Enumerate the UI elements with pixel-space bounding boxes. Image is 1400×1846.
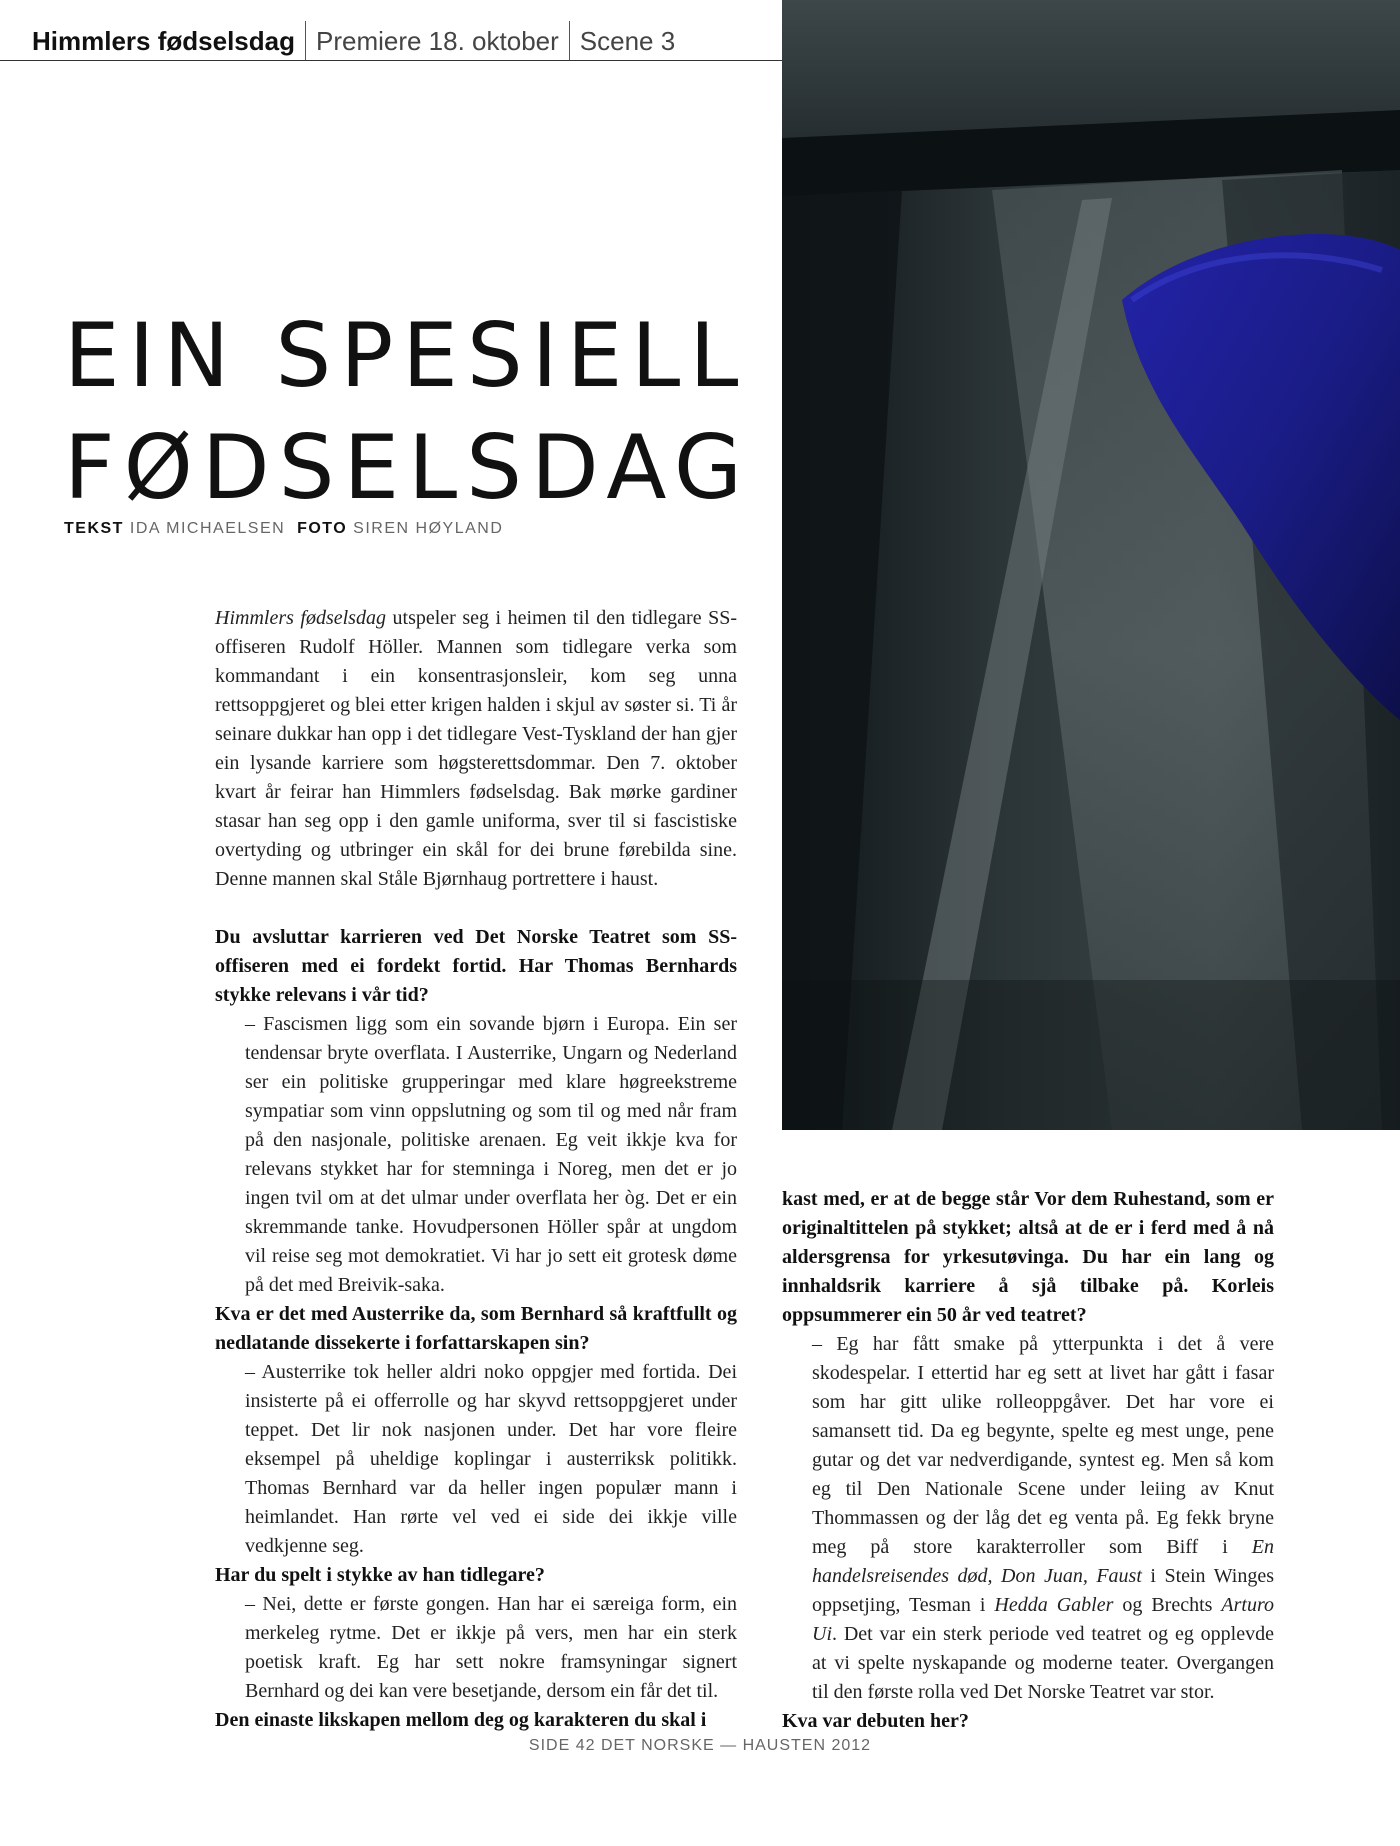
header-stage: Scene 3 — [579, 25, 676, 56]
intro-text: utspeler seg i heimen til den tidlegare SS-offiseren Rudolf Höller. Mannen som tidlegare verka som kommandant i ein konsentrasjonsleir, kom seg unna rettsoppgjeret og blei etter krigen halden i skjul av søster si. Ti år seinare dukkar han opp i det tidlegare Vest-Tyskland der han gjer ein lysande karriere som høgsterettsdommar. Den 7. oktober kvart år feirar han Himmlers fødselsdag. Bak mørke gardiner stasar han seg opp i den gamle uniforma, sver til si fascistiske overtyding og utbringer ein skål for dei brune førebilda sine. Denne mannen skal Ståle Bjørnhaug portrettere i haust. — [215, 607, 738, 890]
answer-4-text: – Eg har fått smake på ytterpunkta i det å vere skodespelar. I ettertid har eg sett at livet har gått i fasar som har gitt ulike rolleoppgåver. Det har vore ei samansett tid. Da eg begynte, spelte eg mest unge, pene gutar og det var nedverdigande, syntest eg. Men så kom eg til Den Nationale Scene under leiing av Knut Thommassen og der låg det eg venta på. Eg fekk bryne meg på store karakterroller som Biff i — [812, 1333, 1274, 1558]
question-4-end: kast med, er at de begge står Vor dem Ruhestand, som er originaltittelen på stykket; altså at de er i ferd med å nå aldersgrensa for yrkesutøvinga. Du har ein lang og innhaldsrik karriere å sjå tilbake på. Korleis oppsummerer ein 50 år ved teatret? — [782, 1188, 1274, 1326]
column-right — [782, 1185, 1274, 1736]
answer-4 — [782, 1330, 1274, 1707]
header-divider — [305, 21, 306, 61]
article-photo — [782, 0, 1400, 1130]
header-divider — [569, 21, 570, 61]
credit-text-name: IDA MICHAELSEN — [129, 520, 286, 537]
play-title: En handelsreisendes død, — [812, 1536, 1274, 1587]
column-left — [215, 604, 737, 1735]
article-credits — [64, 520, 503, 538]
answer-4-text: i Stein Winges oppsetjing, Tesman i — [812, 1565, 1274, 1616]
intro-play-title: Himmlers fødselsdag — [215, 607, 386, 629]
question-4-start: Den einaste likskapen mellom deg og karakteren du skal i — [215, 1709, 707, 1731]
article-title — [64, 300, 751, 524]
header-rule — [0, 60, 782, 61]
answer-4-text: og Brechts — [1113, 1594, 1222, 1616]
photo-illustration — [782, 0, 1400, 1130]
question-2: Kva er det med Austerrike da, som Bernhard så kraftfullt og nedlatande dissekerte i forfattarskapen sin? — [215, 1303, 737, 1354]
question-1: Du avsluttar karrieren ved Det Norske Teatret som SS-offiseren med ei fordekt fortid. Har Thomas Bernhards stykke relevans i vår tid? — [215, 926, 737, 1006]
title-line-1: EIN SPESIELL — [64, 304, 748, 407]
play-title: Don Juan, Faust — [1001, 1565, 1142, 1587]
answer-2: – Austerrike tok heller aldri noko oppgjer med fortida. Dei insisterte på ei offerrolle og har skyvd rettsoppgjeret under teppet. Det lir nok nasjonen under. Det har vore fleire eksempel på uheldige koplingar i austerriksk politikk. Thomas Bernhard var da heller ingen populær mann i heimlandet. Han rørte vel ved ei side dei ikkje ville vedkjenne seg. — [245, 1361, 737, 1557]
header-show-title: Himmlers fødselsdag — [32, 25, 295, 56]
intro-paragraph — [215, 604, 737, 894]
play-title: Arturo Ui — [812, 1594, 1275, 1645]
answer-3: – Nei, dette er første gongen. Han har ei særeiga form, ein merkeleg rytme. Det er ikkje på vers, men har ein sterk poetisk kraft. Eg har sett nokre framsyningar signert Bernhard og dei kan vere besetjande, dersom ein får det til. — [245, 1593, 737, 1702]
header-premiere: Premiere 18. oktober — [315, 25, 559, 56]
play-title: Hedda Gabler — [994, 1594, 1114, 1616]
page-footer: SIDE 42 DET NORSKE — HAUSTEN 2012 — [528, 1737, 872, 1754]
title-line-2: FØDSELSDAG — [64, 416, 752, 519]
credit-photo-name: SIREN HØYLAND — [353, 520, 504, 537]
question-5: Kva var debuten her? — [782, 1710, 969, 1732]
running-header — [32, 22, 675, 60]
question-3: Har du spelt i stykke av han tidlegare? — [215, 1564, 545, 1586]
credit-photo-label: FOTO — [297, 520, 348, 537]
answer-1: – Fascismen ligg som ein sovande bjørn i Europa. Ein ser tendensar bryte overflata. I Austerrike, Ungarn og Nederland ser ein politiske grupperingar med klare høgreekstreme sympatiar som vinn oppslutning og som til og med når fram på den nasjonale, politiske arenaen. Eg veit ikkje kva for relevans stykket har for stemninga i Noreg, men det er jo ingen tvil om at det ulmar under overflata her òg. Det er ein skremmande tanke. Hovudpersonen Höller spår at ungdom vil reise seg mot demokratiet. Vi har jo sett eit grotesk døme på det med Breivik-saka. — [245, 1013, 737, 1296]
credit-text-label: TEKST — [64, 520, 124, 537]
answer-4-text: . Det var ein sterk periode ved teatret og eg opplevde at vi spelte nyskapande og moderne teater. Overgangen til den første rolla ved Det Norske Teatret var stor. — [812, 1623, 1274, 1703]
